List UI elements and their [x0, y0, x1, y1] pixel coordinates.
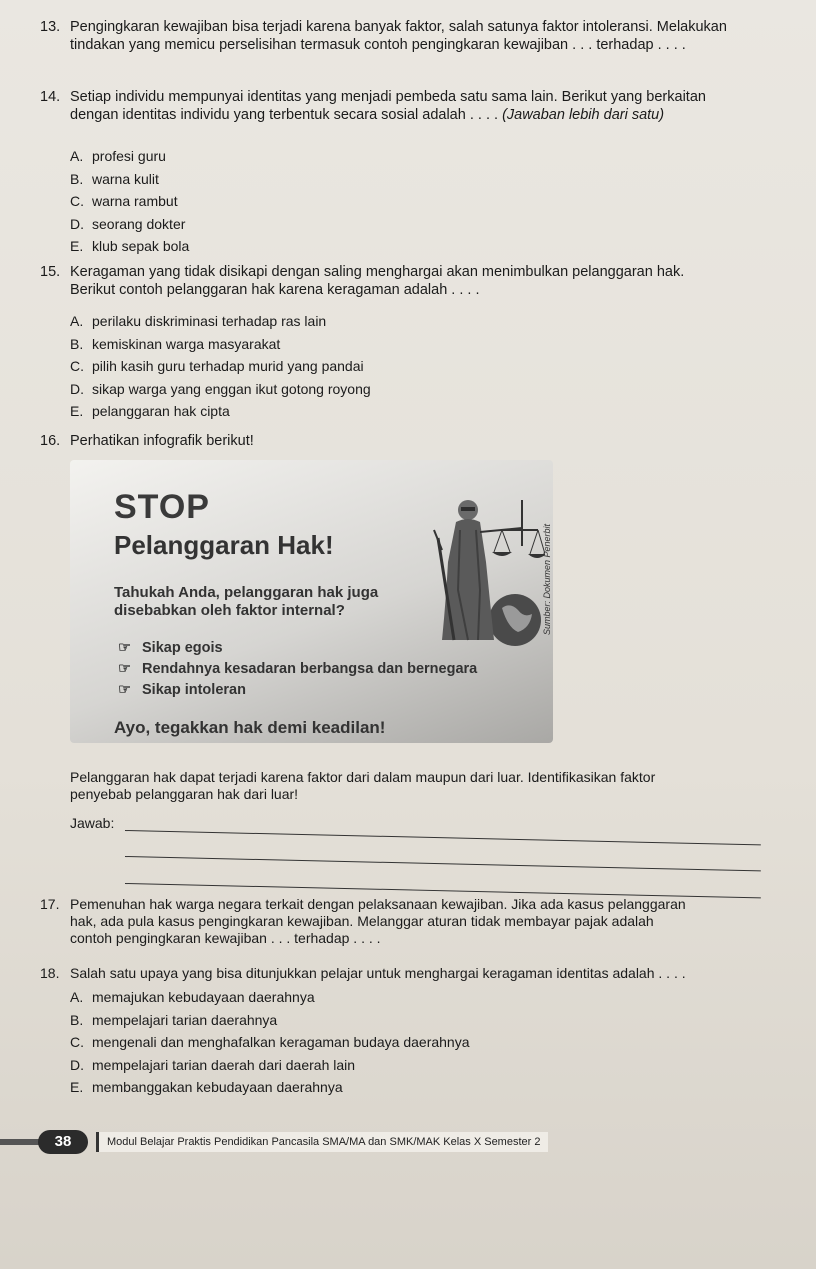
question-text: Pengingkaran kewajiban bisa terjadi karena banyak faktor, salah satunya faktor intoleransi. Melakukan [70, 19, 727, 35]
infographic-title: Pelanggaran Hak! [114, 530, 334, 560]
question-17 [40, 896, 800, 947]
question-number: 16. [40, 433, 61, 449]
option-e[interactable]: E. pelanggaran hak cipta [70, 403, 230, 419]
question-15 [40, 263, 800, 299]
answer-line[interactable] [125, 830, 761, 845]
option-c[interactable]: C. mengenali dan menghafalkan keragaman budaya daerahnya [70, 1034, 470, 1050]
question-14 [40, 88, 800, 124]
question-text: contoh pengingkaran kewajiban . . . terhadap . . . . [70, 930, 381, 946]
option-d[interactable]: D. seorang dokter [70, 215, 186, 232]
question-note: (Jawaban lebih dari satu) [502, 107, 665, 123]
question-text: Salah satu upaya yang bisa ditunjukkan pelajar untuk menghargai keragaman identitas adalah . . . . [70, 965, 686, 981]
answer-label: Jawab: [70, 815, 115, 831]
question-text: tindakan yang memicu perselisihan termasuk contoh pengingkaran kewajiban . . . terhadap . . . . [70, 37, 686, 53]
question-16-instruction: Pelanggaran hak dapat terjadi karena faktor dari dalam maupun dari luar. Identifikasikan faktor penyebab pelanggaran hak dari luar! [70, 769, 656, 802]
option-e[interactable]: E. membanggakan kebudayaan daerahnya [70, 1079, 343, 1095]
option-b[interactable]: B. kemiskinan warga masyarakat [70, 335, 281, 352]
question-number: 13. [40, 19, 61, 35]
question-number: 18. [40, 965, 60, 981]
question-text: hak, ada pula kasus pengingkaran kewajiban. Melanggar aturan tidak membayar pajak adalah [70, 913, 654, 929]
infographic-item: ☞ Sikap egois [118, 638, 477, 659]
option-a[interactable]: A. perilaku diskriminasi terhadap ras lain [70, 313, 327, 329]
option-b[interactable]: B. warna kulit [70, 170, 159, 187]
infographic-question: Tahukah Anda, pelanggaran hak juga disebabkan oleh faktor internal? [114, 584, 379, 619]
lady-justice-icon [420, 480, 545, 650]
page-footer [0, 1127, 816, 1157]
question-text: Perhatikan infografik berikut! [70, 433, 254, 449]
question-text: Pemenuhan hak warga negara terkait dengan pelaksanaan kewajiban. Jika ada kasus pelanggaran [70, 896, 686, 912]
question-18 [40, 964, 800, 982]
question-number: 17. [40, 896, 60, 912]
question-number: 15. [40, 264, 61, 280]
infographic-call: Ayo, tegakkan hak demi keadilan! [114, 718, 386, 737]
question-text: dengan identitas individu yang terbentuk secara sosial adalah . . . . [70, 107, 499, 123]
question-text: Setiap individu mempunyai identitas yang menjadi pembeda satu sama lain. Berikut yang berkaitan [70, 89, 706, 105]
option-b[interactable]: B. mempelajari tarian daerahnya [70, 1011, 278, 1028]
footer-bar [0, 1139, 40, 1145]
question-number: 14. [40, 89, 61, 105]
infographic-source: Sumber: Dokumen Penerbit [542, 523, 552, 635]
question-text: Berikut contoh pelanggaran hak karena keragaman adalah . . . . [70, 282, 480, 298]
page-number: 38 [38, 1130, 88, 1154]
question-16 [40, 432, 800, 450]
question-text: Keragaman yang tidak disikapi dengan saling menghargai akan menimbulkan pelanggaran hak. [70, 264, 685, 280]
option-a[interactable]: A. profesi guru [70, 148, 166, 164]
options-14 [70, 145, 189, 258]
option-c[interactable]: C. warna rambut [70, 193, 178, 209]
answer-line[interactable] [125, 856, 761, 871]
infographic [70, 460, 553, 743]
option-a[interactable]: A. memajukan kebudayaan daerahnya [70, 989, 315, 1005]
option-c[interactable]: C. pilih kasih guru terhadap murid yang pandai [70, 358, 364, 374]
infographic-item: ☞ Rendahnya kesadaran berbangsa dan bernegara [118, 659, 477, 680]
infographic-item: ☞ Sikap intoleran [118, 680, 477, 701]
question-13 [40, 18, 800, 54]
option-e[interactable]: E. klub sepak bola [70, 238, 190, 254]
options-18 [70, 986, 470, 1099]
pointing-hand-icon: ☞ [118, 640, 131, 656]
pointing-hand-icon: ☞ [118, 661, 131, 677]
book-title: Modul Belajar Praktis Pendidikan Pancasila SMA/MA dan SMK/MAK Kelas X Semester 2 [96, 1132, 548, 1152]
pointing-hand-icon: ☞ [118, 682, 131, 698]
option-d[interactable]: D. sikap warga yang enggan ikut gotong royong [70, 380, 371, 397]
options-15 [70, 310, 371, 423]
infographic-stop: STOP [114, 488, 210, 526]
option-d[interactable]: D. mempelajari tarian daerah dari daerah lain [70, 1056, 356, 1073]
